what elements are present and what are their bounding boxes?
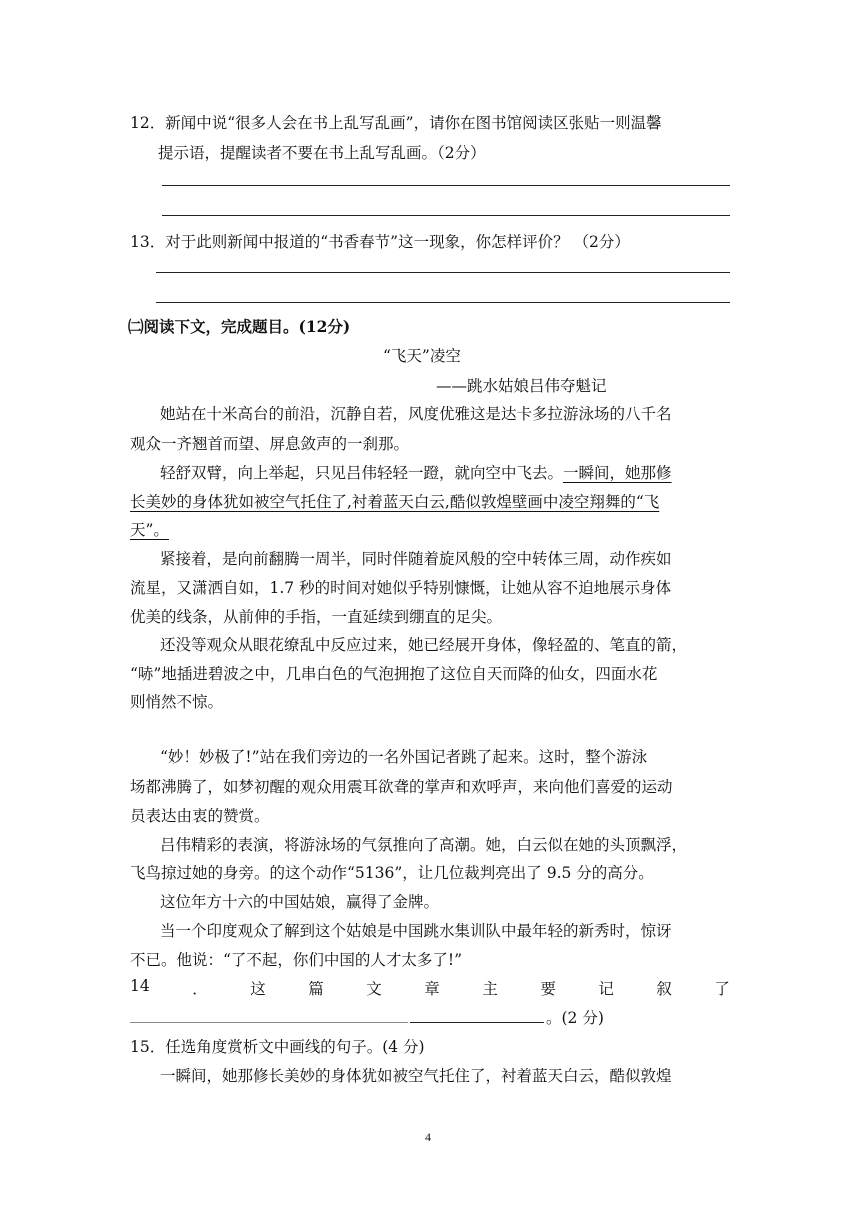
- q15-line1: 15．任选角度赏析文中画线的句子。(4 分): [130, 1038, 425, 1056]
- p6-line2: 飞鸟掠过她的身旁。的这个动作“5136”，让几位裁判亮出了 9.5 分的高分。: [130, 864, 654, 882]
- q14-part: 文: [366, 980, 382, 998]
- q14-part: ．: [192, 980, 208, 998]
- section-heading: ㈡阅读下文，完成题目。(12分): [128, 317, 351, 336]
- article-title: “飞天”凌空: [383, 347, 461, 365]
- p3-line2: 流星，又潇洒自如，1.7 秒的时间对她似乎特别慷慨，让她从容不迫地展示身体: [130, 579, 672, 597]
- q14-part: 记: [598, 980, 614, 998]
- q14-part: 要: [540, 980, 556, 998]
- q14-part: 了: [714, 980, 730, 998]
- p3-line1: 紧接着，是向前翻腾一周半，同时伴随着旋风般的空中转体三周，动作疾如: [160, 550, 672, 568]
- q12-answer-line-2[interactable]: [162, 215, 730, 216]
- q13-answer-line-1[interactable]: [156, 272, 730, 273]
- p5-line3: 员表达由衷的赞赏。: [130, 807, 270, 825]
- q14-part: 章: [424, 980, 440, 998]
- q13-answer-line-2[interactable]: [156, 302, 730, 303]
- page-number: 4: [425, 1130, 431, 1144]
- q14-score: 。(2 分): [546, 1009, 604, 1027]
- q14-part: 篇: [308, 980, 324, 998]
- p8-line1: 当一个印度观众了解到这个姑娘是中国跳水集训队中最年轻的新秀时，惊讶: [160, 922, 672, 940]
- q14-part: 这: [250, 980, 266, 998]
- article-subtitle: ——跳水姑娘吕伟夺魁记: [436, 377, 607, 395]
- p4-line1: 还没等观众从眼花缭乱中反应过来，她已经展开身体，像轻盈的、笔直的箭，: [160, 636, 688, 654]
- q12-line2: 提示语，提醒读者不要在书上乱写乱画。（2分）: [158, 144, 486, 162]
- q14-answer-line-b[interactable]: [410, 1022, 544, 1023]
- p2-line1-underlined: 一瞬间，她那修: [563, 464, 672, 482]
- q12-answer-line-1[interactable]: [162, 185, 730, 186]
- p6-line1: 吕伟精彩的表演，将游泳场的气氛推向了高潮。她，白云似在她的头顶飘浮，: [160, 836, 688, 854]
- p2-line3-underlined: 天”。: [130, 521, 169, 539]
- q14-part: 主: [482, 980, 498, 998]
- p5-line1: “妙！妙极了!”站在我们旁边的一名外国记者跳了起来。这时，整个游泳: [160, 748, 648, 766]
- p4-line2: “哧”地插进碧波之中，几串白色的气泡拥抱了这位自天而降的仙女，四面水花: [130, 665, 658, 683]
- q14-answer-line-a[interactable]: [130, 1022, 408, 1023]
- p3-line3: 优美的线条，从前伸的手指，一直延续到绷直的足尖。: [130, 608, 503, 626]
- p1-line1: 她站在十米高台的前沿，沉静自若，风度优雅这是达卡多拉游泳场的八千名: [160, 405, 672, 423]
- q14-part: 14: [130, 977, 150, 995]
- p1-line2: 观众一齐翘首而望、屏息敛声的一刹那。: [130, 435, 410, 453]
- p7-line: 这位年方十六的中国姑娘，赢得了金牌。: [160, 893, 440, 911]
- p2-line2-underlined: 长美妙的身体犹如被空气托住了,衬着蓝天白云,酷似敦煌壁画中凌空翔舞的“飞: [130, 493, 660, 511]
- q12-line1: 12．新闻中说“很多人会在书上乱写乱画”，请你在图书馆阅读区张贴一则温馨: [130, 114, 662, 132]
- p2-line1: [160, 461, 672, 483]
- p4-line3: 则悄然不惊。: [130, 693, 224, 711]
- q14-part: 叙: [656, 980, 672, 998]
- p2-line1-plain: 轻舒双臂，向上举起，只见吕伟轻轻一蹬，就向空中飞去。: [160, 464, 564, 482]
- p8-line2: 不已。他说：“了不起，你们中国的人才太多了!”: [130, 951, 463, 969]
- q13-text: 13．对于此则新闻中报道的“书香春节”这一现象，你怎样评价？ （2分）: [130, 233, 630, 251]
- p5-line2: 场都沸腾了，如梦初醒的观众用震耳欲聋的掌声和欢呼声，来向他们喜爱的运动: [130, 778, 673, 796]
- q14-line1: [130, 977, 730, 999]
- q15-line2: 一瞬间，她那修长美妙的身体犹如被空气托住了，衬着蓝天白云，酷似敦煌: [160, 1067, 672, 1085]
